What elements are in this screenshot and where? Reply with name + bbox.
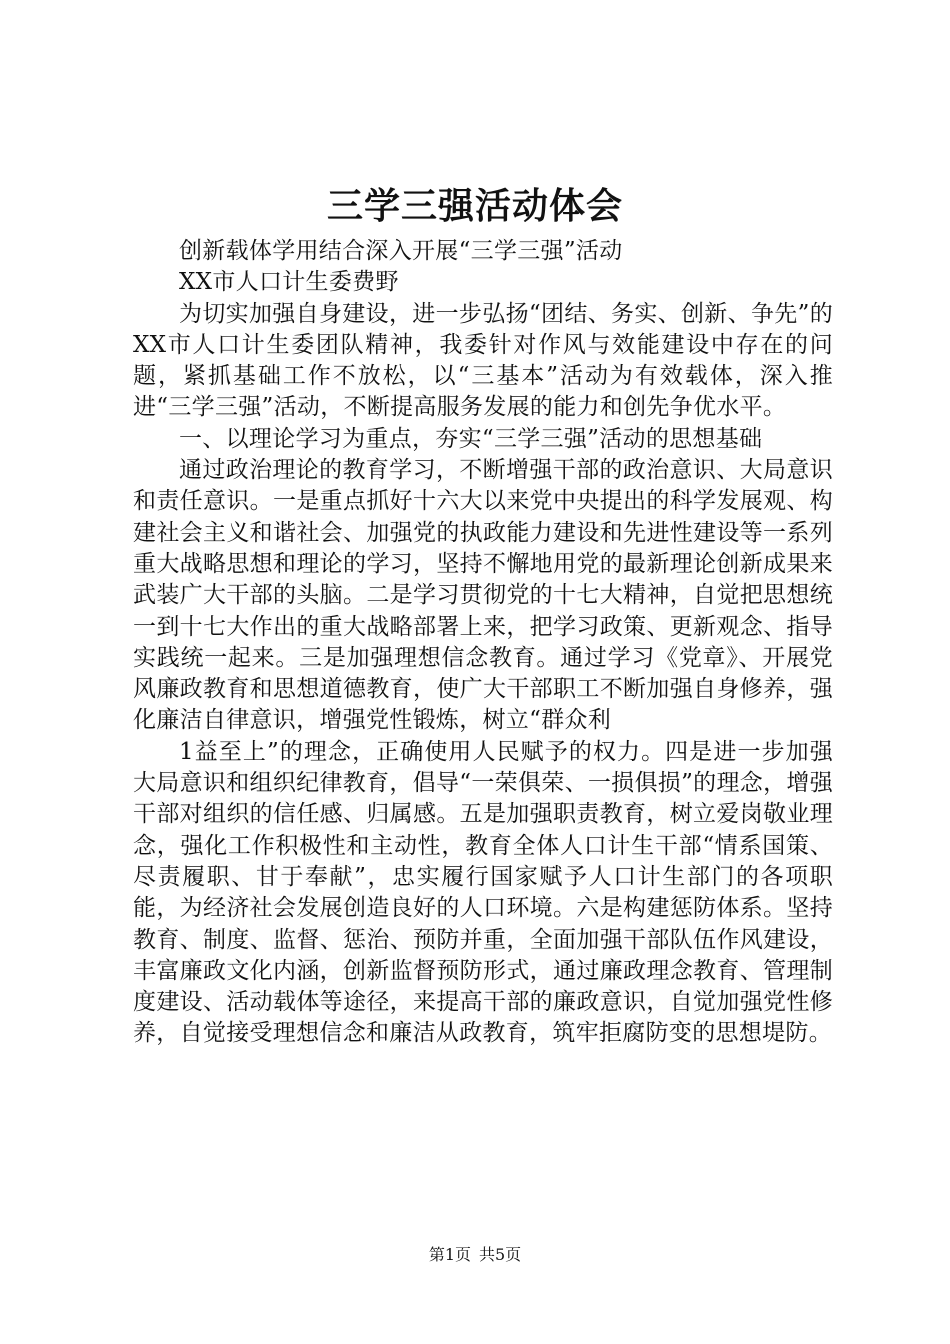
section-heading: 一、以理论学习为重点，夯实“三学三强”活动的思想基础 [179, 425, 763, 452]
subtitle-paragraph: 创新载体学用结合深入开展“三学三强”活动 [179, 238, 623, 264]
intro-paragraph: 为切实加强自身建设，进一步弘扬“团结、务实、创新、争先”的XX市人口计生委团队精神，我委针对作风与效能建设中存在的问题，紧抓基础工作不放松，以“三基本”活动为有效载体，深入推进“三学三强”活动，不断提高服务发展的能力和创先争优水平。 [133, 300, 833, 421]
page-number: 第1页 [428, 1245, 471, 1264]
page-total: 共5页 [479, 1245, 522, 1264]
page-footer [0, 1244, 950, 1266]
document-title: 三学三强活动体会 [326, 185, 623, 227]
author-paragraph: XX市人口计生委费野 [179, 269, 399, 296]
body-paragraph: 通过政治理论的教育学习，不断增强干部的政治意识、大局意识和责任意识。一是重点抓好十六大以来党中央提出的科学发展观、构建社会主义和谐社会、加强党的执政能力建设和先进性建设等一系列重大战略思想和理论的学习，坚持不懈地用党的最新理论创新成果来武装广大干部的头脑。二是学习贯彻党的十七大精神，自觉把思想统一到十七大作出的重大战略部署上来，把学习政策、更新观念、指导实践统一起来。三是加强理想信念教育。通过学习《党章》、开展党风廉政教育和思想道德教育，使广大干部职工不断加强自身修养，强化廉洁自律意识，增强党性锻炼，树立“群众利 [133, 457, 833, 734]
body-paragraph: 1益至上”的理念，正确使用人民赋予的权力。四是进一步加强大局意识和组织纪律教育，倡导“一荣俱荣、一损俱损”的理念，增强干部对组织的信任感、归属感。五是加强职责教育，树立爱岗敬业理念，强化工作积极性和主动性，教育全体人口计生干部“情系国策、尽责履职、甘于奉献”，忠实履行国家赋予人口计生部门的各项职能，为经济社会发展创造良好的人口环境。六是构建惩防体系。坚持教育、制度、监督、惩治、预防并重，全面加强干部队伍作风建设，丰富廉政文化内涵，创新监督预防形式，通过廉政理念教育、管理制度建设、活动载体等途径，来提高干部的廉政意识，自觉加强党性修养，自觉接受理想信念和廉洁从政教育，筑牢拒腐防变的思想堤防。 [133, 738, 833, 1047]
document-body [133, 236, 833, 1050]
